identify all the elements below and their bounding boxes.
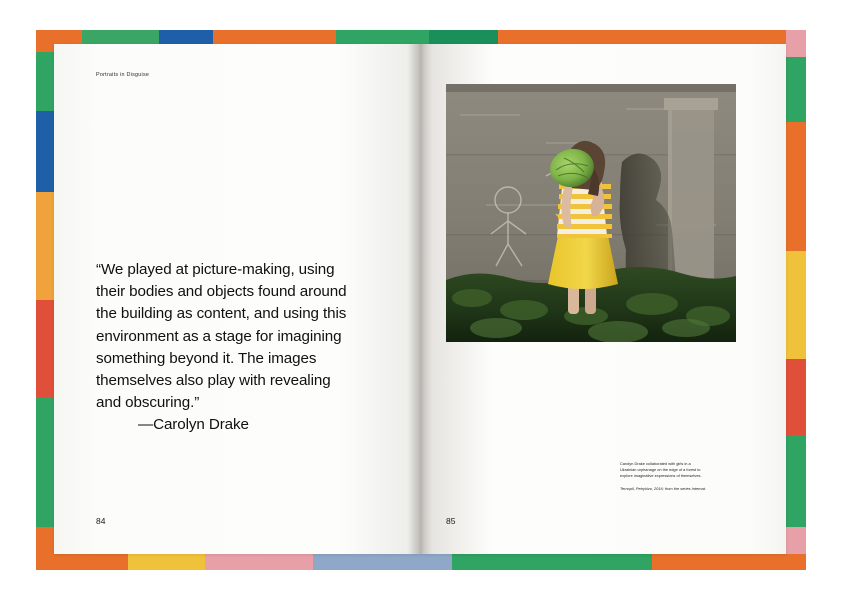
photo-caption bbox=[620, 461, 706, 492]
running-head: Portraits in Disguise bbox=[96, 72, 150, 78]
page-spread bbox=[54, 44, 786, 554]
photograph bbox=[446, 84, 736, 342]
pull-quote bbox=[96, 259, 356, 437]
book-edge-top bbox=[36, 30, 806, 44]
page-number-left: 84 bbox=[96, 516, 106, 526]
caption-credit: Ternopil, Petrykivo, 2016; from the series Internat. bbox=[620, 485, 706, 491]
caption-body: Carolyn Drake collaborated with girls in a Ukrainian orphanage on the edge of a forest to explore imaginative expressions of themselves. bbox=[620, 460, 702, 479]
page-number-right: 85 bbox=[446, 516, 456, 526]
book-edge-left bbox=[36, 30, 54, 570]
quote-text: “We played at picture-making, using their bodies and objects found around the building as content, and using this environment as a stage for imagining something beyond it. The images themselves also play with revealing and obscuring.” bbox=[96, 261, 347, 412]
right-page bbox=[420, 44, 786, 554]
open-book bbox=[36, 30, 806, 570]
left-page bbox=[54, 44, 420, 554]
book-edge-right bbox=[786, 30, 806, 570]
quote-attribution: —Carolyn Drake bbox=[138, 416, 249, 434]
book-edge-bottom bbox=[36, 554, 806, 570]
